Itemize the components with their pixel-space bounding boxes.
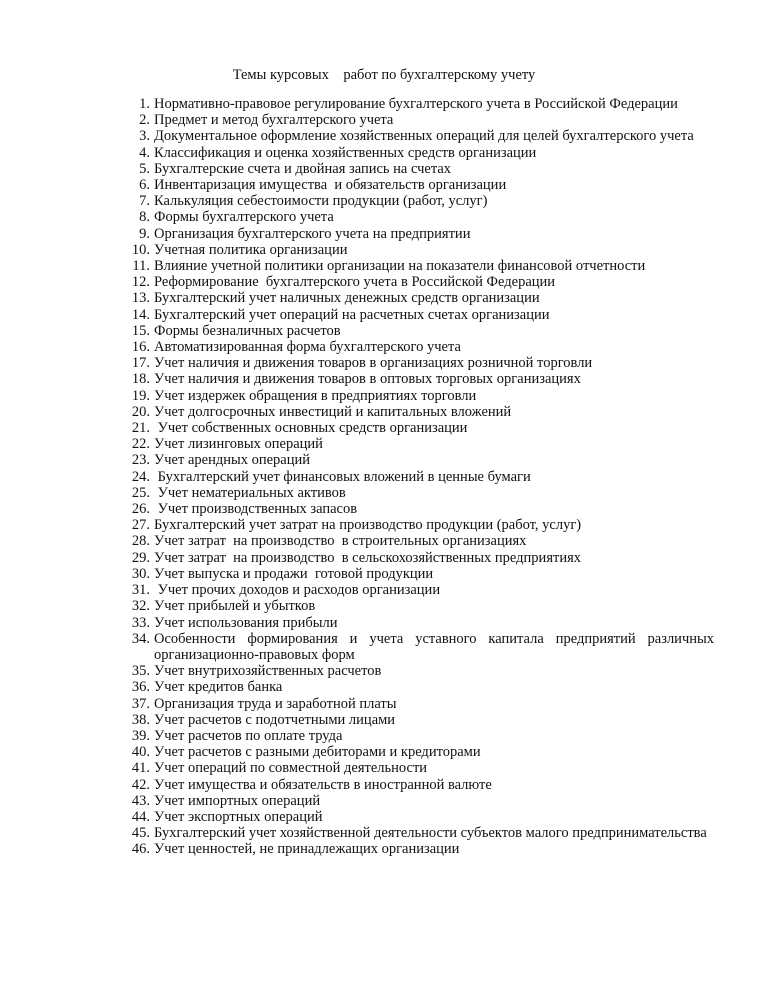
topic-item xyxy=(114,598,714,614)
topic-number: 44. xyxy=(131,808,150,825)
topic-item xyxy=(114,809,714,825)
topic-item xyxy=(114,258,714,274)
topic-text: Организация бухгалтерского учета на предприятии xyxy=(154,225,471,242)
topic-item xyxy=(114,696,714,712)
topic-item xyxy=(114,485,714,501)
topic-text: Учет арендных операций xyxy=(154,452,311,469)
topic-item xyxy=(114,566,714,582)
topic-item xyxy=(114,355,714,371)
topic-number: 33. xyxy=(131,614,150,631)
topic-item xyxy=(114,177,714,193)
topic-number: 16. xyxy=(131,339,150,356)
topic-text: Автоматизированная форма бухгалтерского учета xyxy=(154,339,461,356)
topic-item xyxy=(114,128,714,144)
topic-text: Учет наличия и движения товаров в оптовых торговых организациях xyxy=(154,371,581,388)
topic-text: Учет лизинговых операций xyxy=(154,436,323,453)
topic-text: Учет прибылей и убытков xyxy=(154,598,316,615)
topic-item xyxy=(114,371,714,387)
topic-text: Бухгалтерский учет операций на расчетных счетах организации xyxy=(154,306,550,323)
topic-item xyxy=(114,663,714,679)
topic-text: Учет ценностей, не принадлежащих организации xyxy=(154,841,460,858)
topic-number: 8. xyxy=(139,209,150,226)
topic-number: 17. xyxy=(131,355,150,372)
topic-item xyxy=(114,679,714,695)
topic-number: 20. xyxy=(131,403,150,420)
topic-text: Учет использования прибыли xyxy=(154,614,338,631)
topic-number: 22. xyxy=(131,436,150,453)
topic-number: 41. xyxy=(131,760,150,777)
topic-item xyxy=(114,112,714,128)
topic-item xyxy=(114,404,714,420)
topic-item xyxy=(114,825,714,841)
topic-text: Бухгалтерские счета и двойная запись на счетах xyxy=(154,160,452,177)
topic-item xyxy=(114,96,714,112)
topic-text: Учет прочих доходов и расходов организации xyxy=(154,582,441,599)
topic-number: 39. xyxy=(131,727,150,744)
topic-number: 13. xyxy=(131,290,150,307)
topic-text: Особенности формирования и учета уставного капитала предприятий различных организационно-правовых форм xyxy=(154,630,718,663)
topic-text: Нормативно-правовое регулирование бухгалтерского учета в Российской Федерации xyxy=(154,96,678,112)
topic-number: 4. xyxy=(139,144,150,161)
topic-item xyxy=(114,307,714,323)
topic-text: Бухгалтерский учет затрат на производство продукции (работ, услуг) xyxy=(154,517,582,534)
topic-text: Бухгалтерский учет финансовых вложений в ценные бумаги xyxy=(154,468,531,485)
topic-number: 24. xyxy=(131,468,150,485)
topic-number: 29. xyxy=(131,549,150,566)
topic-text: Формы бухгалтерского учета xyxy=(154,209,334,226)
topic-item xyxy=(114,274,714,290)
topic-item xyxy=(114,841,714,857)
topic-item xyxy=(114,793,714,809)
topic-text: Учетная политика организации xyxy=(154,241,348,258)
topic-number: 23. xyxy=(131,452,150,469)
topic-number: 46. xyxy=(131,841,150,858)
topic-text: Учет кредитов банка xyxy=(154,679,283,696)
topic-text: Учет издержек обращения в предприятиях торговли xyxy=(154,387,477,404)
topic-text: Учет наличия и движения товаров в организациях розничной торговли xyxy=(154,355,593,372)
topic-text: Учет долгосрочных инвестиций и капитальных вложений xyxy=(154,403,512,420)
topic-item xyxy=(114,517,714,533)
topic-text: Учет собственных основных средств организации xyxy=(154,420,468,437)
topic-number: 15. xyxy=(131,322,150,339)
topic-number: 26. xyxy=(131,501,150,518)
topic-text: Учет выпуска и продажи готовой продукции xyxy=(154,565,434,582)
topic-item xyxy=(114,728,714,744)
topic-item xyxy=(114,452,714,468)
topic-text: Предмет и метод бухгалтерского учета xyxy=(154,112,394,129)
topic-text: Документальное оформление хозяйственных операций для целей бухгалтерского учета xyxy=(154,128,694,145)
topic-text: Калькуляция себестоимости продукции (работ, услуг) xyxy=(154,193,488,210)
topic-text: Учет внутрихозяйственных расчетов xyxy=(154,663,382,680)
topic-number: 45. xyxy=(131,825,150,842)
topic-number: 5. xyxy=(139,160,150,177)
topic-text: Учет имущества и обязательств в иностранной валюте xyxy=(154,776,492,793)
topic-item xyxy=(114,469,714,485)
topic-text: Учет затрат на производство в строительных организациях xyxy=(154,533,527,550)
topic-item xyxy=(114,777,714,793)
topic-number: 1. xyxy=(139,96,150,112)
topic-item xyxy=(114,161,714,177)
topic-item xyxy=(114,193,714,209)
topic-item xyxy=(114,744,714,760)
topic-text: Реформирование бухгалтерского учета в Российской Федерации xyxy=(154,274,556,291)
topic-number: 12. xyxy=(131,274,150,291)
document-title: Темы курсовых работ по бухгалтерскому учету xyxy=(232,67,536,83)
topic-number: 3. xyxy=(139,128,150,145)
topic-text: Бухгалтерский учет хозяйственной деятельности субъектов малого предпринимательства xyxy=(154,825,707,842)
topic-item xyxy=(114,290,714,306)
topic-list xyxy=(114,96,718,858)
topic-number: 19. xyxy=(131,387,150,404)
topic-number: 43. xyxy=(131,792,150,809)
topic-number: 28. xyxy=(131,533,150,550)
topic-number: 32. xyxy=(131,598,150,615)
topic-text: Бухгалтерский учет наличных денежных средств организации xyxy=(154,290,540,307)
topic-number: 6. xyxy=(139,177,150,194)
topic-number: 14. xyxy=(131,306,150,323)
topic-text: Учет операций по совместной деятельности xyxy=(154,760,428,777)
topic-number: 7. xyxy=(139,193,150,210)
topic-number: 31. xyxy=(131,582,150,599)
topic-number: 35. xyxy=(131,663,150,680)
topic-item xyxy=(114,388,714,404)
topic-item xyxy=(114,760,714,776)
topic-text: Организация труда и заработной платы xyxy=(154,695,397,712)
topic-number: 38. xyxy=(131,711,150,728)
topic-number: 30. xyxy=(131,565,150,582)
topic-text: Формы безналичных расчетов xyxy=(154,322,341,339)
topic-text: Учет нематериальных активов xyxy=(154,484,346,501)
topic-item xyxy=(114,242,714,258)
topic-item xyxy=(114,582,714,598)
topic-number: 42. xyxy=(131,776,150,793)
topic-item xyxy=(114,501,714,517)
topic-item xyxy=(114,615,714,631)
topic-text: Учет затрат на производство в сельскохозяйственных предприятиях xyxy=(154,549,581,566)
topic-number: 25. xyxy=(131,484,150,501)
topic-item xyxy=(114,420,714,436)
topic-item xyxy=(114,550,714,566)
topic-item xyxy=(114,533,714,549)
topic-number: 11. xyxy=(132,258,150,275)
topic-text: Учет расчетов с подотчетными лицами xyxy=(154,711,396,728)
topic-number: 27. xyxy=(131,517,150,534)
topic-number: 37. xyxy=(131,695,150,712)
topic-text: Учет импортных операций xyxy=(154,792,321,809)
topic-number: 10. xyxy=(131,241,150,258)
topic-number: 9. xyxy=(139,225,150,242)
topic-text: Учет производственных запасов xyxy=(154,501,358,518)
topic-text: Классификация и оценка хозяйственных средств организации xyxy=(154,144,537,161)
topic-text: Учет расчетов по оплате труда xyxy=(154,727,343,744)
topic-item xyxy=(114,630,718,663)
topic-number: 21. xyxy=(131,420,150,437)
topic-number: 18. xyxy=(131,371,150,388)
topic-number: 40. xyxy=(131,744,150,761)
topic-text: Учет расчетов с разными дебиторами и кредиторами xyxy=(154,744,481,761)
topic-item xyxy=(114,323,714,339)
topic-number: 34. xyxy=(131,630,150,647)
topic-item xyxy=(114,712,714,728)
topic-item xyxy=(114,339,714,355)
topic-item xyxy=(114,436,714,452)
topic-number: 36. xyxy=(131,679,150,696)
topic-number: 2. xyxy=(139,112,150,129)
topic-text: Влияние учетной политики организации на показатели финансовой отчетности xyxy=(154,258,646,275)
topic-item xyxy=(114,226,714,242)
topic-text: Учет экспортных операций xyxy=(154,808,323,825)
topic-text: Инвентаризация имущества и обязательств организации xyxy=(154,177,507,194)
topic-item xyxy=(114,209,714,225)
topic-item xyxy=(114,145,714,161)
